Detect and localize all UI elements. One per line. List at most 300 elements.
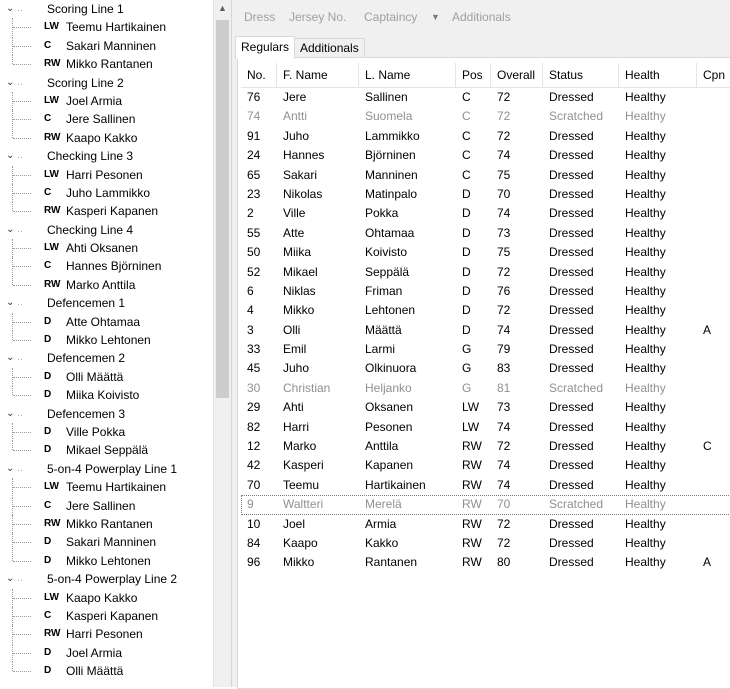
cell-health: Healthy bbox=[625, 128, 666, 143]
cell-last: Manninen bbox=[365, 167, 418, 182]
position-badge: C bbox=[44, 609, 52, 621]
position-badge: LW bbox=[44, 168, 59, 180]
table-row[interactable] bbox=[241, 282, 730, 301]
tab-strip bbox=[234, 36, 730, 58]
tree-player[interactable] bbox=[0, 202, 213, 220]
table-row[interactable] bbox=[241, 437, 730, 456]
cell-status: Dressed bbox=[549, 458, 594, 473]
cell-status: Dressed bbox=[549, 264, 594, 279]
cell-status: Dressed bbox=[549, 90, 594, 104]
player-name: Mikko Lehtonen bbox=[66, 333, 151, 348]
tab-additionals[interactable]: Additionals bbox=[294, 38, 365, 58]
position-badge: LW bbox=[44, 591, 59, 603]
column-header-pos[interactable]: Pos bbox=[456, 63, 491, 87]
cell-cpn: A bbox=[703, 322, 712, 337]
toolbar bbox=[234, 0, 730, 34]
cell-first: Emil bbox=[283, 342, 307, 357]
tree-player[interactable] bbox=[0, 37, 213, 55]
collapse-chevron-icon[interactable]: ⌄ .. bbox=[6, 297, 23, 309]
tree-player[interactable] bbox=[0, 386, 213, 404]
position-badge: C bbox=[44, 499, 52, 511]
table-row[interactable] bbox=[241, 224, 730, 243]
table-row[interactable] bbox=[241, 515, 730, 534]
tree-player[interactable] bbox=[0, 644, 213, 662]
position-badge: LW bbox=[44, 242, 59, 254]
cell-no: 45 bbox=[247, 361, 261, 376]
additionals-button[interactable]: Additionals bbox=[452, 10, 511, 24]
cell-pos: LW bbox=[462, 400, 480, 415]
cell-pos: D bbox=[462, 206, 471, 221]
cell-last: Sallinen bbox=[365, 90, 408, 104]
cell-last: Lammikko bbox=[365, 128, 420, 143]
table-row[interactable] bbox=[241, 495, 730, 514]
table-row[interactable] bbox=[241, 398, 730, 417]
cell-last: Lehtonen bbox=[365, 303, 416, 318]
cell-last: Pokka bbox=[365, 206, 399, 221]
tree-player[interactable] bbox=[0, 276, 213, 294]
player-name: Hannes Björninen bbox=[66, 259, 162, 274]
cell-status: Dressed bbox=[549, 322, 594, 337]
table-row[interactable] bbox=[241, 127, 730, 146]
tree-scrollbar[interactable] bbox=[213, 0, 231, 687]
cell-last: Kapanen bbox=[365, 458, 414, 473]
tree-player[interactable] bbox=[0, 239, 213, 257]
cell-pos: G bbox=[462, 380, 472, 395]
roster-panel bbox=[234, 0, 730, 687]
player-name: Kaapo Kakko bbox=[66, 590, 138, 605]
cell-health: Healthy bbox=[625, 225, 666, 240]
lineup-tree bbox=[0, 0, 213, 680]
cell-no: 30 bbox=[247, 380, 261, 395]
tree-group[interactable] bbox=[0, 147, 213, 165]
cell-health: Healthy bbox=[625, 380, 666, 395]
cell-health: Healthy bbox=[625, 245, 666, 260]
tree-player[interactable] bbox=[0, 589, 213, 607]
tree-group[interactable] bbox=[0, 221, 213, 239]
cell-cpn: A bbox=[703, 555, 712, 570]
player-name: Joel Armia bbox=[66, 645, 123, 660]
cell-last: Pesonen bbox=[365, 419, 413, 434]
table-row[interactable] bbox=[241, 243, 730, 262]
cell-overall: 70 bbox=[497, 497, 511, 512]
cell-overall: 72 bbox=[497, 109, 511, 124]
cell-health: Healthy bbox=[625, 555, 666, 570]
cell-overall: 81 bbox=[497, 380, 511, 395]
cell-pos: C bbox=[462, 109, 471, 124]
tree-player[interactable] bbox=[0, 331, 213, 349]
collapse-chevron-icon[interactable]: ⌄ .. bbox=[6, 462, 23, 474]
cell-last: Hartikainen bbox=[365, 477, 426, 492]
tree-player[interactable] bbox=[0, 533, 213, 551]
collapse-chevron-icon[interactable]: ⌄ .. bbox=[6, 352, 23, 364]
cell-pos: RW bbox=[462, 516, 482, 531]
cell-health: Healthy bbox=[625, 167, 666, 182]
cell-last: Björninen bbox=[365, 148, 416, 163]
cell-health: Healthy bbox=[625, 186, 666, 201]
player-name: Teemu Hartikainen bbox=[66, 20, 167, 35]
cell-overall: 72 bbox=[497, 303, 511, 318]
tree-player[interactable] bbox=[0, 313, 213, 331]
tree-group-title: Scoring Line 2 bbox=[47, 75, 124, 90]
cell-overall: 76 bbox=[497, 283, 511, 298]
cell-overall: 74 bbox=[497, 322, 511, 337]
player-name: Kasperi Kapanen bbox=[66, 204, 159, 219]
cell-overall: 70 bbox=[497, 186, 511, 201]
cell-pos: D bbox=[462, 225, 471, 240]
cell-no: 2 bbox=[247, 206, 254, 221]
cell-status: Dressed bbox=[549, 148, 594, 163]
cell-no: 74 bbox=[247, 109, 261, 124]
cell-no: 76 bbox=[247, 90, 261, 104]
tree-player[interactable] bbox=[0, 184, 213, 202]
cell-status: Dressed bbox=[549, 283, 594, 298]
cell-pos: C bbox=[462, 148, 471, 163]
tree-group[interactable] bbox=[0, 460, 213, 478]
cell-pos: D bbox=[462, 245, 471, 260]
table-row[interactable] bbox=[241, 418, 730, 437]
position-badge: D bbox=[44, 315, 52, 327]
captaincy-dropdown[interactable]: Captaincy bbox=[364, 10, 418, 24]
cell-overall: 74 bbox=[497, 419, 511, 434]
table-row[interactable] bbox=[241, 456, 730, 475]
cell-first: Teemu bbox=[283, 477, 320, 492]
tree-player[interactable] bbox=[0, 625, 213, 643]
table-row[interactable] bbox=[241, 166, 730, 185]
scroll-up-arrow-icon[interactable]: ▲ bbox=[218, 3, 227, 13]
position-badge: D bbox=[44, 425, 52, 437]
position-badge: D bbox=[44, 536, 52, 548]
cell-health: Healthy bbox=[625, 109, 666, 124]
cell-overall: 72 bbox=[497, 264, 511, 279]
position-badge: D bbox=[44, 370, 52, 382]
cell-status: Dressed bbox=[549, 128, 594, 143]
player-name: Olli Määttä bbox=[66, 664, 124, 679]
cell-last: Ohtamaa bbox=[365, 225, 415, 240]
position-badge: RW bbox=[44, 205, 61, 217]
cell-health: Healthy bbox=[625, 400, 666, 415]
table-row[interactable] bbox=[241, 146, 730, 165]
tree-player[interactable] bbox=[0, 257, 213, 275]
tree-player[interactable] bbox=[0, 92, 213, 110]
position-badge: C bbox=[44, 260, 52, 272]
table-row[interactable] bbox=[241, 107, 730, 126]
chevron-down-icon[interactable]: ▼ bbox=[431, 12, 440, 22]
column-header-no[interactable]: No. bbox=[241, 63, 277, 87]
position-badge: RW bbox=[44, 58, 61, 70]
column-header-health[interactable]: Health bbox=[619, 63, 697, 87]
tree-group[interactable] bbox=[0, 294, 213, 312]
tree-player[interactable] bbox=[0, 478, 213, 496]
cell-no: 96 bbox=[247, 555, 261, 570]
tree-group-title: Defencemen 1 bbox=[47, 296, 126, 311]
cell-overall: 75 bbox=[497, 167, 511, 182]
player-name: Sakari Manninen bbox=[66, 535, 157, 550]
collapse-chevron-icon[interactable]: ⌄ .. bbox=[6, 407, 23, 419]
cell-health: Healthy bbox=[625, 458, 666, 473]
cell-pos: C bbox=[462, 90, 471, 104]
cell-status: Dressed bbox=[549, 516, 594, 531]
collapse-chevron-icon[interactable]: ⌄ .. bbox=[6, 76, 23, 88]
cell-overall: 80 bbox=[497, 555, 511, 570]
lineup-tree-panel bbox=[0, 0, 231, 687]
cell-overall: 74 bbox=[497, 458, 511, 473]
cell-status: Dressed bbox=[549, 206, 594, 221]
cell-pos: RW bbox=[462, 535, 482, 550]
table-row[interactable] bbox=[241, 263, 730, 282]
cell-no: 23 bbox=[247, 186, 261, 201]
dress-button[interactable]: Dress bbox=[244, 10, 276, 24]
tree-player[interactable] bbox=[0, 662, 213, 680]
cell-health: Healthy bbox=[625, 497, 666, 512]
table-row[interactable] bbox=[241, 553, 730, 572]
cell-last: Armia bbox=[365, 516, 397, 531]
player-name: Jere Sallinen bbox=[66, 498, 136, 513]
cell-first: Nikolas bbox=[283, 186, 323, 201]
cell-last: Suomela bbox=[365, 109, 413, 124]
tree-group-title: Defencemen 3 bbox=[47, 406, 126, 421]
grid-header bbox=[241, 63, 730, 88]
tree-group[interactable] bbox=[0, 405, 213, 423]
cell-no: 29 bbox=[247, 400, 261, 415]
jersey-no-button[interactable]: Jersey No. bbox=[289, 10, 347, 24]
cell-pos: C bbox=[462, 128, 471, 143]
cell-first: Olli bbox=[283, 322, 301, 337]
tree-player[interactable] bbox=[0, 129, 213, 147]
player-name: Mikko Rantanen bbox=[66, 57, 153, 72]
cell-status: Scratched bbox=[549, 497, 604, 512]
cell-no: 65 bbox=[247, 167, 261, 182]
tree-player[interactable] bbox=[0, 166, 213, 184]
cell-health: Healthy bbox=[625, 148, 666, 163]
position-badge: RW bbox=[44, 278, 61, 290]
column-header-first-name[interactable]: F. Name bbox=[277, 63, 359, 87]
cell-first: Joel bbox=[283, 516, 306, 531]
cell-overall: 83 bbox=[497, 361, 511, 376]
player-name: Kasperi Kapanen bbox=[66, 608, 159, 623]
tree-player[interactable] bbox=[0, 18, 213, 36]
cell-overall: 75 bbox=[497, 245, 511, 260]
column-header-last-name[interactable]: L. Name bbox=[359, 63, 456, 87]
collapse-chevron-icon[interactable]: ⌄ .. bbox=[6, 223, 23, 235]
tree-player[interactable] bbox=[0, 55, 213, 73]
cell-health: Healthy bbox=[625, 206, 666, 221]
cell-overall: 74 bbox=[497, 148, 511, 163]
cell-overall: 72 bbox=[497, 90, 511, 104]
cell-overall: 73 bbox=[497, 225, 511, 240]
cell-no: 24 bbox=[247, 148, 261, 163]
position-badge: D bbox=[44, 554, 52, 566]
tree-group[interactable] bbox=[0, 0, 213, 18]
player-name: Kaapo Kakko bbox=[66, 130, 138, 145]
column-header-overall[interactable]: Overall bbox=[491, 63, 543, 87]
cell-health: Healthy bbox=[625, 361, 666, 376]
cell-status: Dressed bbox=[549, 342, 594, 357]
position-badge: RW bbox=[44, 131, 61, 143]
cell-status: Dressed bbox=[549, 477, 594, 492]
tab-regulars[interactable]: Regulars bbox=[235, 36, 295, 59]
position-badge: D bbox=[44, 646, 52, 658]
cell-pos: RW bbox=[462, 497, 482, 512]
player-name: Joel Armia bbox=[66, 93, 123, 108]
cell-status: Dressed bbox=[549, 303, 594, 318]
collapse-chevron-icon[interactable]: ⌄ .. bbox=[6, 3, 23, 14]
cell-first: Hannes bbox=[283, 148, 325, 163]
table-row[interactable] bbox=[241, 476, 730, 495]
cell-first: Harri bbox=[283, 419, 309, 434]
cell-no: 9 bbox=[247, 497, 254, 512]
cell-first: Mikko bbox=[283, 303, 315, 318]
tree-player[interactable] bbox=[0, 607, 213, 625]
cell-status: Scratched bbox=[549, 109, 604, 124]
cell-first: Juho bbox=[283, 128, 310, 143]
cell-pos: D bbox=[462, 303, 471, 318]
tree-player[interactable] bbox=[0, 441, 213, 459]
cell-last: Olkinuora bbox=[365, 361, 417, 376]
cell-health: Healthy bbox=[625, 342, 666, 357]
tree-player[interactable] bbox=[0, 368, 213, 386]
cell-first: Miika bbox=[283, 245, 312, 260]
cell-pos: D bbox=[462, 283, 471, 298]
cell-first: Kaapo bbox=[283, 535, 318, 550]
cell-status: Dressed bbox=[549, 167, 594, 182]
player-name: Atte Ohtamaa bbox=[66, 314, 141, 329]
cell-pos: D bbox=[462, 322, 471, 337]
tree-group-title: 5-on-4 Powerplay Line 1 bbox=[47, 461, 178, 476]
position-badge: D bbox=[44, 389, 52, 401]
cell-health: Healthy bbox=[625, 419, 666, 434]
tree-player[interactable] bbox=[0, 552, 213, 570]
player-name: Juho Lammikko bbox=[66, 185, 151, 200]
cell-last: Määttä bbox=[365, 322, 402, 337]
cell-last: Matinpalo bbox=[365, 186, 418, 201]
cell-pos: C bbox=[462, 167, 471, 182]
table-row[interactable] bbox=[241, 185, 730, 204]
tree-player[interactable] bbox=[0, 110, 213, 128]
cell-no: 4 bbox=[247, 303, 254, 318]
cell-first: Waltteri bbox=[283, 497, 324, 512]
cell-no: 70 bbox=[247, 477, 261, 492]
cell-health: Healthy bbox=[625, 439, 666, 454]
player-name: Mikko Lehtonen bbox=[66, 553, 151, 568]
cell-no: 82 bbox=[247, 419, 261, 434]
cell-first: Ville bbox=[283, 206, 306, 221]
roster-grid bbox=[241, 63, 730, 573]
position-badge: C bbox=[44, 186, 52, 198]
cell-no: 52 bbox=[247, 264, 261, 279]
scrollbar-thumb[interactable] bbox=[216, 20, 229, 398]
collapse-chevron-icon[interactable]: ⌄ .. bbox=[6, 573, 23, 585]
cell-last: Kakko bbox=[365, 535, 399, 550]
cell-overall: 72 bbox=[497, 535, 511, 550]
table-row[interactable] bbox=[241, 340, 730, 359]
tree-group[interactable] bbox=[0, 570, 213, 588]
cell-overall: 74 bbox=[497, 477, 511, 492]
player-name: Jere Sallinen bbox=[66, 112, 136, 127]
cell-pos: G bbox=[462, 342, 472, 357]
cell-overall: 74 bbox=[497, 206, 511, 221]
cell-health: Healthy bbox=[625, 516, 666, 531]
player-name: Sakari Manninen bbox=[66, 38, 157, 53]
cell-first: Jere bbox=[283, 90, 307, 104]
cell-last: Merelä bbox=[365, 497, 402, 512]
table-row[interactable] bbox=[241, 359, 730, 378]
cell-no: 55 bbox=[247, 225, 261, 240]
position-badge: LW bbox=[44, 481, 59, 493]
player-name: Mikko Rantanen bbox=[66, 516, 153, 531]
collapse-chevron-icon[interactable]: ⌄ .. bbox=[6, 150, 23, 162]
tree-player[interactable] bbox=[0, 515, 213, 533]
column-header-captaincy[interactable]: Cpn bbox=[703, 68, 726, 82]
cell-health: Healthy bbox=[625, 322, 666, 337]
player-name: Mikael Seppälä bbox=[66, 443, 149, 458]
cell-first: Ahti bbox=[283, 400, 304, 415]
player-name: Ahti Oksanen bbox=[66, 241, 139, 256]
table-row[interactable] bbox=[241, 321, 730, 340]
column-header-status[interactable]: Status bbox=[543, 63, 619, 87]
cell-status: Dressed bbox=[549, 400, 594, 415]
table-row[interactable] bbox=[241, 204, 730, 223]
cell-status: Dressed bbox=[549, 535, 594, 550]
cell-pos: RW bbox=[462, 458, 482, 473]
regulars-tab-panel bbox=[237, 57, 730, 689]
table-row[interactable] bbox=[241, 301, 730, 320]
cell-overall: 72 bbox=[497, 128, 511, 143]
position-badge: D bbox=[44, 665, 52, 677]
cell-first: Antti bbox=[283, 109, 308, 124]
tree-player[interactable] bbox=[0, 423, 213, 441]
cell-no: 84 bbox=[247, 535, 261, 550]
player-name: Ville Pokka bbox=[66, 424, 126, 439]
tree-player[interactable] bbox=[0, 497, 213, 515]
cell-health: Healthy bbox=[625, 90, 666, 104]
cell-health: Healthy bbox=[625, 283, 666, 298]
cell-last: Koivisto bbox=[365, 245, 408, 260]
player-name: Marko Anttila bbox=[66, 277, 136, 292]
cell-first: Sakari bbox=[283, 167, 318, 182]
position-badge: D bbox=[44, 444, 52, 456]
cell-status: Dressed bbox=[549, 186, 594, 201]
cell-last: Seppälä bbox=[365, 264, 410, 279]
cell-pos: D bbox=[462, 186, 471, 201]
table-row[interactable] bbox=[241, 88, 730, 107]
tree-group[interactable] bbox=[0, 74, 213, 92]
table-row[interactable] bbox=[241, 534, 730, 553]
cell-no: 33 bbox=[247, 342, 261, 357]
table-row[interactable] bbox=[241, 379, 730, 398]
cell-status: Dressed bbox=[549, 555, 594, 570]
tree-group[interactable] bbox=[0, 349, 213, 367]
cell-pos: D bbox=[462, 264, 471, 279]
tree-group-title: Defencemen 2 bbox=[47, 351, 126, 366]
cell-first: Juho bbox=[283, 361, 310, 376]
cell-first: Christian bbox=[283, 380, 331, 395]
cell-health: Healthy bbox=[625, 264, 666, 279]
grid-rows bbox=[241, 88, 730, 573]
position-badge: LW bbox=[44, 94, 59, 106]
position-badge: RW bbox=[44, 517, 61, 529]
cell-first: Mikael bbox=[283, 264, 318, 279]
cell-pos: G bbox=[462, 361, 472, 376]
cell-no: 10 bbox=[247, 516, 261, 531]
cell-last: Heljanko bbox=[365, 380, 412, 395]
cell-no: 50 bbox=[247, 245, 261, 260]
cell-overall: 72 bbox=[497, 439, 511, 454]
cell-overall: 79 bbox=[497, 342, 511, 357]
tree-group-title: Checking Line 3 bbox=[47, 149, 134, 164]
cell-status: Dressed bbox=[549, 245, 594, 260]
cell-status: Dressed bbox=[549, 361, 594, 376]
cell-overall: 73 bbox=[497, 400, 511, 415]
